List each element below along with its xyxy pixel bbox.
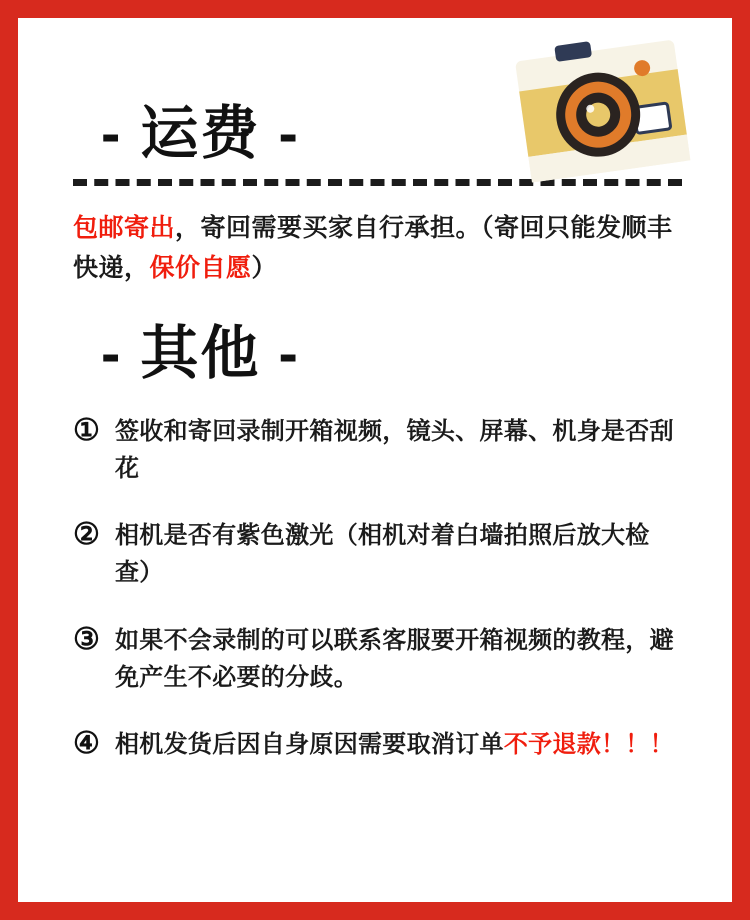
- item-number: ②: [73, 518, 100, 552]
- camera-illustration: [498, 28, 708, 198]
- list-item: [73, 724, 682, 763]
- list-item: [73, 515, 682, 591]
- list-item: [73, 411, 682, 487]
- shipping-text-1: ，寄回需要买家自行承担。（寄回只能发顺丰快递，: [73, 213, 673, 282]
- item-number: ④: [73, 726, 100, 760]
- poster-card: [18, 18, 732, 902]
- item-number: ①: [73, 413, 100, 447]
- shipping-free-highlight: 包邮寄出: [73, 213, 176, 242]
- other-items-list: [73, 411, 682, 763]
- list-item: [73, 620, 682, 696]
- shipping-paragraph: [73, 208, 682, 288]
- item-text: 如果不会录制的可以联系客服要开箱视频的教程，避免产生不必要的分歧。: [115, 626, 674, 691]
- item-text: 签收和寄回录制开箱视频，镜头、屏幕、机身是否刮花: [115, 417, 674, 482]
- shipping-text-2: ）: [251, 253, 278, 282]
- item-text-plain: 相机发货后因自身原因需要取消订单: [115, 730, 504, 758]
- item-text: 相机是否有紫色激光（相机对着白墙拍照后放大检查）: [115, 522, 650, 587]
- shipping-title: - 运费 -: [101, 101, 300, 166]
- insurance-highlight: 保价自愿: [149, 253, 252, 282]
- other-title: - 其他 -: [101, 320, 300, 386]
- item-number: ③: [73, 622, 100, 656]
- item-text-highlight: 不予退款！！！: [503, 730, 674, 758]
- item-text: [115, 724, 682, 763]
